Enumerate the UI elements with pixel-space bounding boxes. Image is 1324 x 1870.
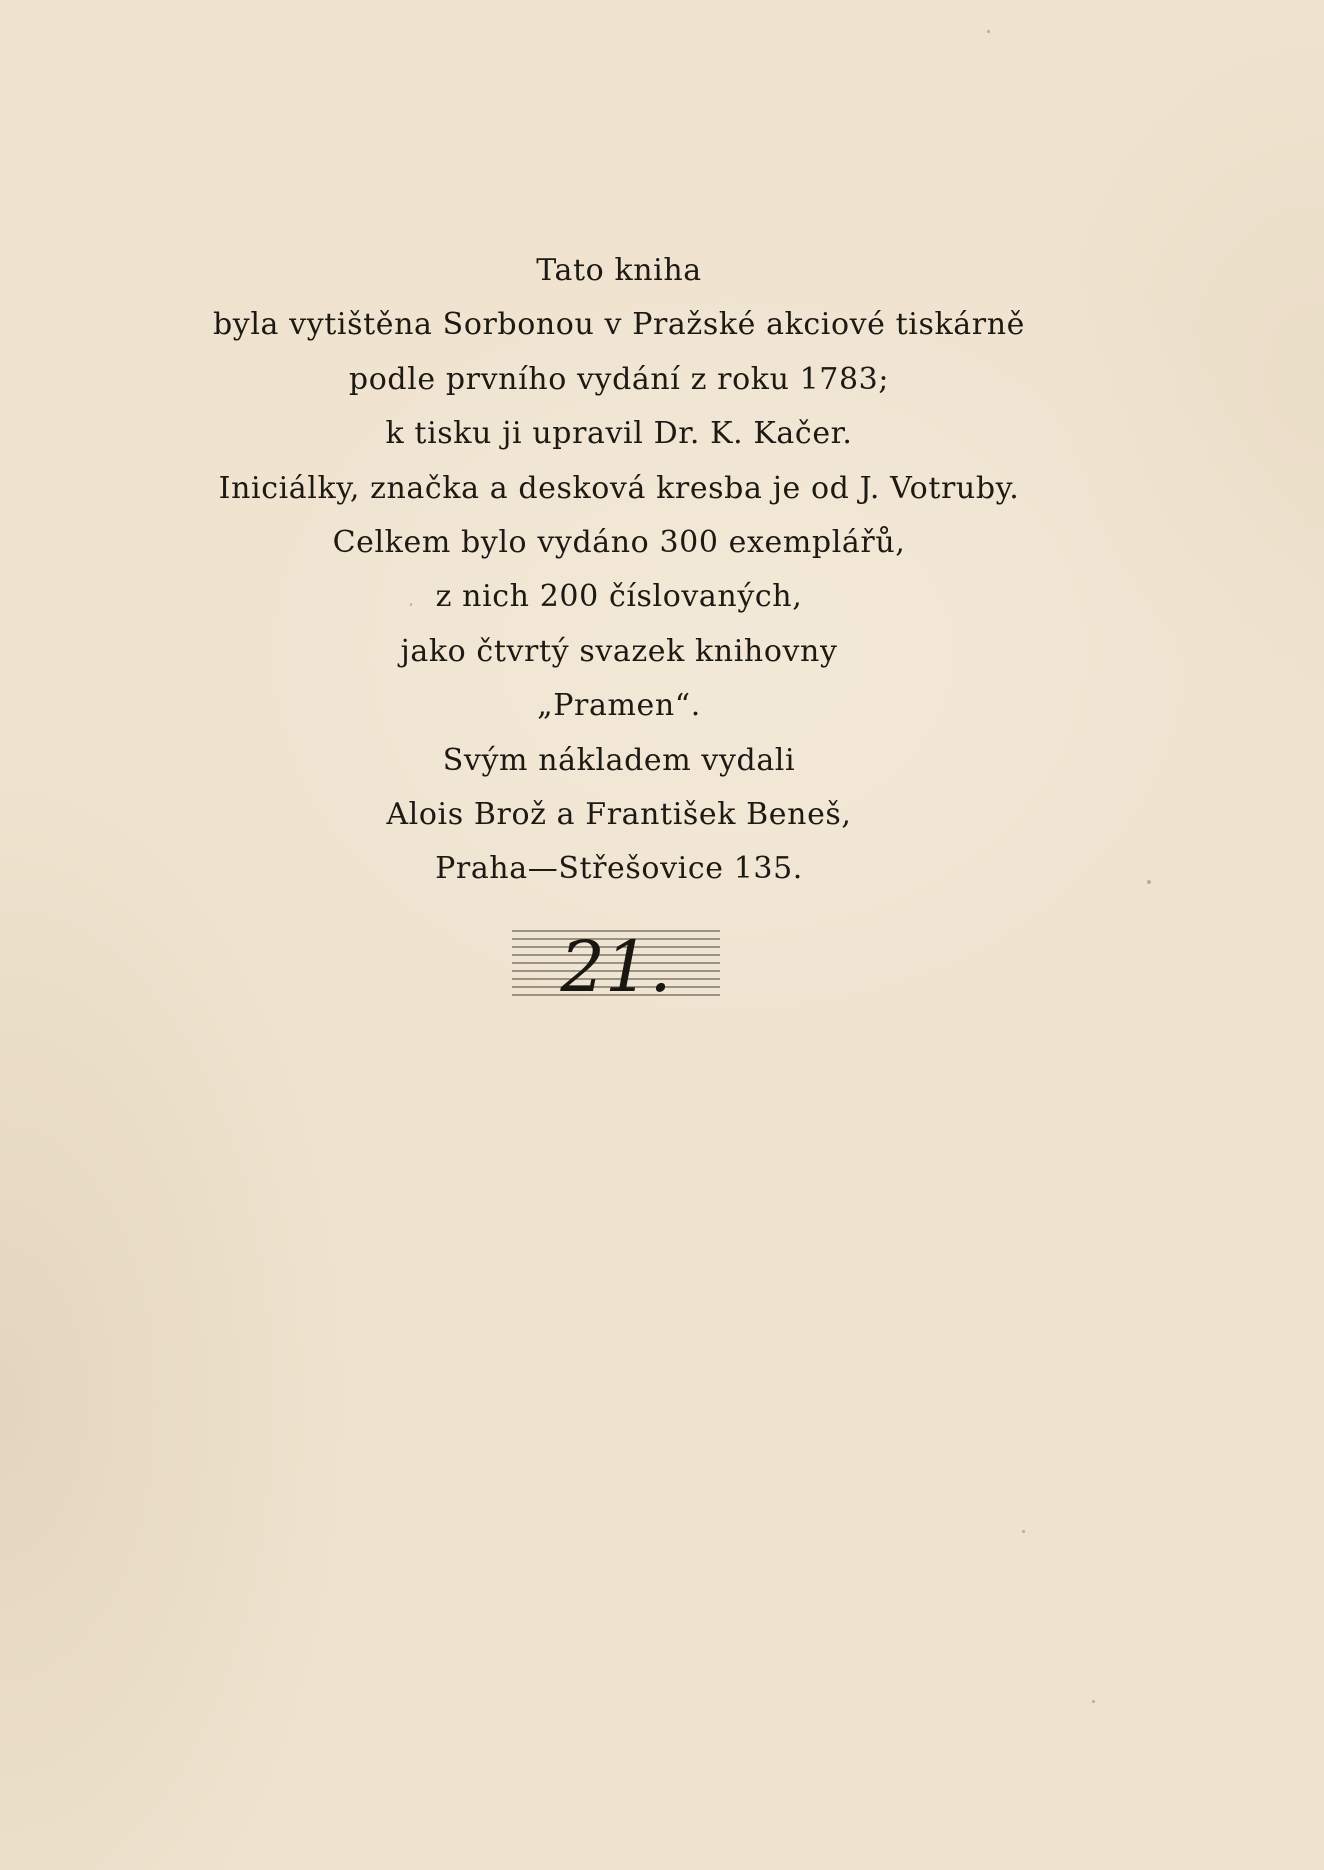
copy-number: 21.	[560, 926, 672, 1005]
colophon-line: Iniciálky, značka a desková kresba je od J. Votruby.	[218, 470, 1020, 506]
colophon-line: Svým nákladem vydali	[442, 742, 796, 778]
colophon-text	[0, 244, 1238, 897]
colophon-line: Alois Brož a František Beneš,	[386, 796, 852, 832]
paper-speck	[1147, 880, 1151, 884]
paper-speck	[1092, 1700, 1095, 1703]
paper-speck	[987, 30, 990, 33]
colophon-line: Praha—Střešovice 135.	[435, 851, 803, 887]
ruled-lines-graphic	[510, 925, 722, 1005]
paper-speck	[1022, 1530, 1025, 1533]
colophon-line: z nich 200 číslovaných,	[435, 579, 803, 615]
paper-speck	[410, 603, 412, 606]
colophon-line: Celkem bylo vydáno 300 exemplářů,	[332, 524, 906, 560]
colophon-line: byla vytištěna Sorbonou v Pražské akciové tiskárně	[213, 307, 1025, 343]
colophon-line: k tisku ji upravil Dr. K. Kačer.	[385, 416, 853, 452]
colophon-line: podle prvního vydání z roku 1783;	[348, 361, 890, 397]
colophon-line: „Pramen“.	[537, 688, 701, 724]
colophon-line: Tato kniha	[536, 253, 702, 288]
colophon-line: jako čtvrtý svazek knihovny	[400, 633, 838, 669]
copy-number-stamp	[510, 925, 722, 1005]
